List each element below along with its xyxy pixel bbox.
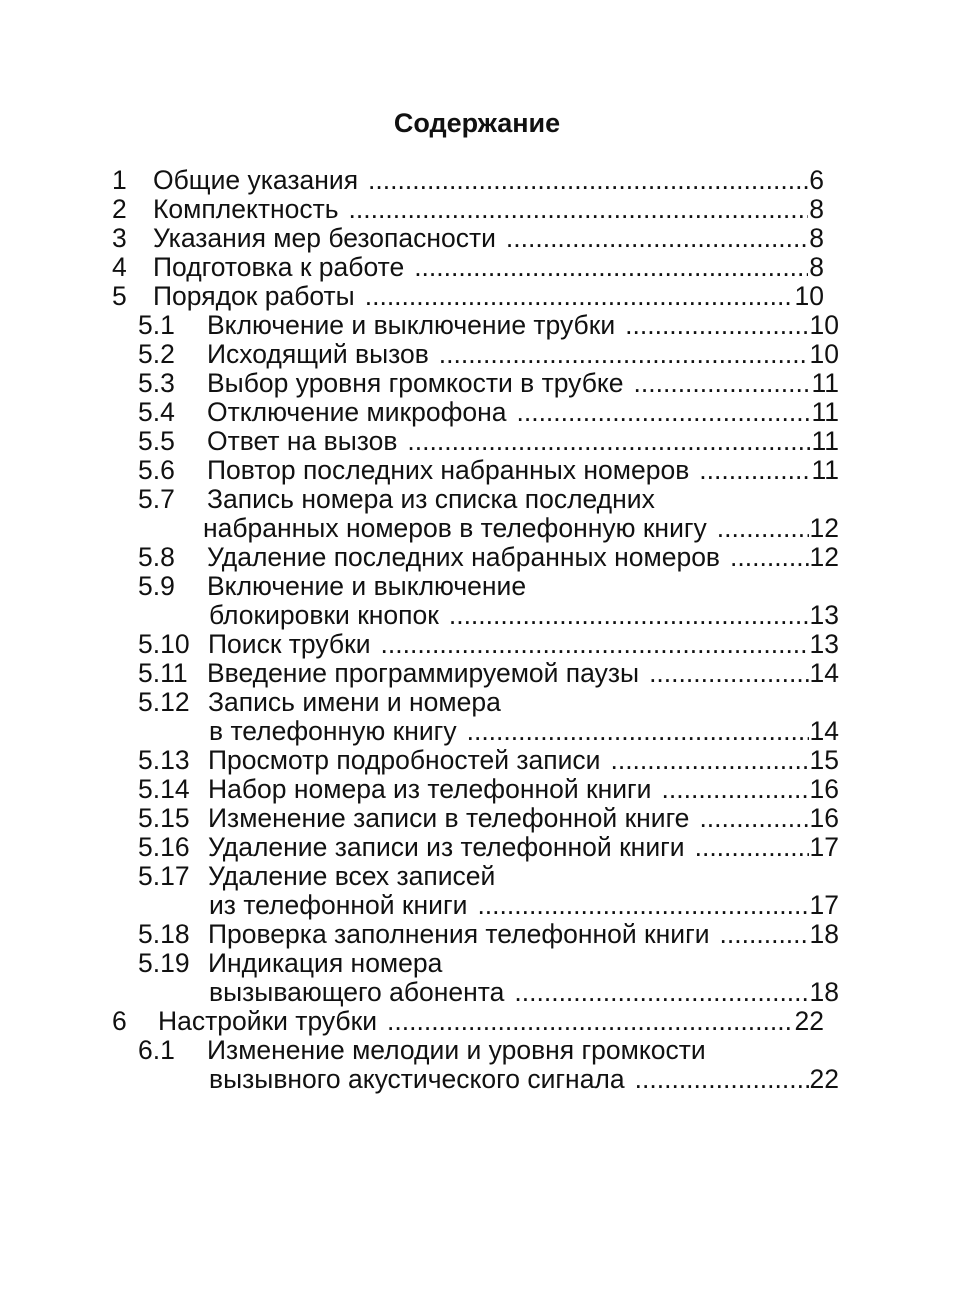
toc-entry-label-continued: в телефонную книгу bbox=[209, 716, 457, 746]
toc-entry-number: 6.1 bbox=[138, 1035, 175, 1065]
toc-subentry bbox=[0, 398, 954, 427]
toc-subentry bbox=[0, 485, 954, 514]
toc-subentry-continuation bbox=[0, 601, 954, 630]
toc-entry-number: 5.1 bbox=[138, 310, 175, 340]
toc-entry bbox=[0, 282, 954, 311]
toc-leader-dots bbox=[368, 166, 808, 195]
toc-entry-number: 5.2 bbox=[138, 339, 175, 369]
toc-entry-label: Выбор уровня громкости в трубке bbox=[207, 368, 624, 398]
toc-entry bbox=[0, 166, 954, 195]
toc-entry-label: Запись имени и номера bbox=[208, 687, 501, 717]
toc-entry-number: 5.15 bbox=[138, 803, 190, 833]
toc-entry-label: Удаление записи из телефонной книги bbox=[208, 832, 685, 862]
toc-leader-dots bbox=[414, 253, 808, 282]
toc-leader-dots bbox=[467, 717, 809, 746]
toc-entry-number: 5.14 bbox=[138, 774, 190, 804]
toc-entry-number: 5.7 bbox=[138, 484, 175, 514]
toc-entry-label: Удаление последних набранных номеров bbox=[207, 542, 721, 572]
toc-entry-label: Изменение мелодии и уровня громкости bbox=[207, 1035, 706, 1065]
toc-leader-dots bbox=[610, 746, 808, 775]
toc-entry-label-continued: вызывного акустического сигнала bbox=[209, 1064, 625, 1094]
toc-entry-number: 1 bbox=[112, 165, 127, 195]
toc-leader-dots bbox=[381, 630, 809, 659]
toc-entry-number: 5.4 bbox=[138, 397, 175, 427]
toc-entry-label: Изменение записи в телефонной книге bbox=[208, 803, 690, 833]
toc-entry-number: 5.10 bbox=[138, 629, 190, 659]
toc-leader-dots bbox=[635, 1065, 809, 1094]
toc-leader-dots bbox=[516, 398, 810, 427]
toc-entry-number: 5.19 bbox=[138, 948, 190, 978]
toc-subentry bbox=[0, 630, 954, 659]
toc-subentry bbox=[0, 311, 954, 340]
toc-leader-dots bbox=[407, 427, 810, 456]
toc-entry-number: 5.12 bbox=[138, 687, 190, 717]
toc-leader-dots bbox=[625, 311, 808, 340]
toc-entry-number: 5.17 bbox=[138, 861, 190, 891]
toc-leader-dots bbox=[439, 340, 809, 369]
toc-entry-page: 17 bbox=[809, 832, 839, 862]
toc-entry-page: 10 bbox=[809, 339, 839, 369]
toc-subentry bbox=[0, 369, 954, 398]
toc-subentry bbox=[0, 949, 954, 978]
toc-entry-label: Отключение микрофона bbox=[207, 397, 507, 427]
toc-entry-page: 11 bbox=[811, 455, 839, 485]
toc-leader-dots bbox=[699, 456, 810, 485]
toc-entry-label: Введение программируемой паузы bbox=[207, 658, 640, 688]
toc-subentry-continuation bbox=[0, 978, 954, 1007]
toc-leader-dots bbox=[387, 1007, 794, 1036]
toc-leader-dots bbox=[514, 978, 808, 1007]
toc-entry-number: 5.13 bbox=[138, 745, 190, 775]
toc-entry-page: 6 bbox=[809, 165, 824, 195]
toc-entry-page: 14 bbox=[809, 658, 839, 688]
toc-entry-page: 8 bbox=[809, 223, 824, 253]
toc-subentry bbox=[0, 688, 954, 717]
toc-entry-number: 5.11 bbox=[138, 658, 188, 688]
page-title: Содержание bbox=[393, 108, 561, 138]
toc-entry-page: 22 bbox=[809, 1064, 839, 1094]
toc-entry-number: 5.8 bbox=[138, 542, 175, 572]
toc-entry-label-continued: набранных номеров в телефонную книгу bbox=[203, 513, 707, 543]
toc-leader-dots bbox=[720, 920, 809, 949]
toc-entry bbox=[0, 1007, 954, 1036]
toc-entry-label-continued: вызывающего абонента bbox=[209, 977, 505, 1007]
toc-subentry bbox=[0, 833, 954, 862]
toc-entry-page: 10 bbox=[794, 281, 824, 311]
toc-entry-label: Набор номера из телефонной книги bbox=[208, 774, 652, 804]
toc-entry-page: 11 bbox=[811, 368, 839, 398]
toc-entry-number: 5.6 bbox=[138, 455, 175, 485]
toc-entry-page: 12 bbox=[809, 513, 839, 543]
toc-leader-dots bbox=[634, 369, 811, 398]
toc-entry-page: 16 bbox=[809, 774, 839, 804]
toc-entry bbox=[0, 195, 954, 224]
toc-leader-dots bbox=[695, 833, 809, 862]
toc-entry-label: Проверка заполнения телефонной книги bbox=[208, 919, 710, 949]
toc-entry-label: Поиск трубки bbox=[208, 629, 371, 659]
toc-entry-page: 8 bbox=[809, 252, 824, 282]
toc-entry-number: 3 bbox=[112, 223, 127, 253]
toc-subentry bbox=[0, 920, 954, 949]
toc-entry-page: 16 bbox=[809, 803, 839, 833]
toc-subentry bbox=[0, 340, 954, 369]
toc-entry-label: Включение и выключение трубки bbox=[207, 310, 616, 340]
toc-entry-page: 14 bbox=[809, 716, 839, 746]
toc-entry-page: 11 bbox=[811, 397, 839, 427]
toc-subentry bbox=[0, 746, 954, 775]
toc-entry-label: Указания мер безопасности bbox=[153, 223, 496, 253]
toc-entry-page: 13 bbox=[809, 600, 839, 630]
toc-entry-number: 5.16 bbox=[138, 832, 190, 862]
toc-entry bbox=[0, 253, 954, 282]
toc-entry-number: 5 bbox=[112, 281, 127, 311]
toc-leader-dots bbox=[506, 224, 808, 253]
toc-subentry-continuation bbox=[0, 1065, 954, 1094]
toc-leader-dots bbox=[365, 282, 794, 311]
toc-leader-dots bbox=[349, 195, 809, 224]
toc-entry-page: 13 bbox=[809, 629, 839, 659]
toc-subentry-continuation bbox=[0, 514, 954, 543]
toc-entry-page: 18 bbox=[809, 919, 839, 949]
toc-leader-dots bbox=[649, 659, 808, 688]
toc-subentry bbox=[0, 543, 954, 572]
toc-entry-label: Настройки трубки bbox=[158, 1006, 378, 1036]
toc-entry-label-continued: из телефонной книги bbox=[209, 890, 468, 920]
toc-entry-number: 5.9 bbox=[138, 571, 175, 601]
toc-entry-page: 8 bbox=[809, 194, 824, 224]
toc-entry-label: Исходящий вызов bbox=[207, 339, 429, 369]
toc-leader-dots bbox=[662, 775, 809, 804]
toc-subentry bbox=[0, 659, 954, 688]
toc-entry-page: 17 bbox=[809, 890, 839, 920]
toc-leader-dots bbox=[717, 514, 809, 543]
toc-entry bbox=[0, 224, 954, 253]
toc-entry-number: 5.3 bbox=[138, 368, 175, 398]
toc-entry-page: 22 bbox=[794, 1006, 824, 1036]
toc-entry-label: Порядок работы bbox=[153, 281, 355, 311]
toc-entry-label: Комплектность bbox=[153, 194, 339, 224]
toc-entry-number: 6 bbox=[112, 1006, 127, 1036]
toc-entry-label: Просмотр подробностей записи bbox=[208, 745, 601, 775]
table-of-contents bbox=[0, 166, 954, 1094]
toc-entry-label: Удаление всех записей bbox=[208, 861, 496, 891]
toc-subentry-continuation bbox=[0, 717, 954, 746]
toc-subentry bbox=[0, 804, 954, 833]
toc-entry-page: 15 bbox=[809, 745, 839, 775]
toc-subentry bbox=[0, 1036, 954, 1065]
toc-entry-page: 18 bbox=[809, 977, 839, 1007]
toc-subentry bbox=[0, 775, 954, 804]
toc-leader-dots bbox=[699, 804, 808, 833]
toc-entry-number: 2 bbox=[112, 194, 127, 224]
toc-entry-number: 5.18 bbox=[138, 919, 190, 949]
toc-entry-number: 5.5 bbox=[138, 426, 175, 456]
toc-entry-label-continued: блокировки кнопок bbox=[209, 600, 439, 630]
toc-entry-label: Подготовка к работе bbox=[153, 252, 405, 282]
toc-entry-label: Включение и выключение bbox=[207, 571, 527, 601]
toc-subentry bbox=[0, 427, 954, 456]
toc-subentry bbox=[0, 572, 954, 601]
toc-subentry bbox=[0, 456, 954, 485]
toc-entry-label: Индикация номера bbox=[208, 948, 443, 978]
toc-entry-label: Повтор последних набранных номеров bbox=[207, 455, 690, 485]
toc-subentry-continuation bbox=[0, 891, 954, 920]
toc-entry-page: 11 bbox=[811, 426, 839, 456]
toc-entry-label: Запись номера из списка последних bbox=[207, 484, 655, 514]
toc-entry-number: 4 bbox=[112, 252, 127, 282]
toc-subentry bbox=[0, 862, 954, 891]
toc-entry-page: 12 bbox=[809, 542, 839, 572]
toc-leader-dots bbox=[477, 891, 808, 920]
toc-leader-dots bbox=[449, 601, 809, 630]
toc-entry-label: Общие указания bbox=[153, 165, 359, 195]
toc-entry-page: 10 bbox=[809, 310, 839, 340]
toc-leader-dots bbox=[730, 543, 809, 572]
toc-entry-label: Ответ на вызов bbox=[207, 426, 398, 456]
